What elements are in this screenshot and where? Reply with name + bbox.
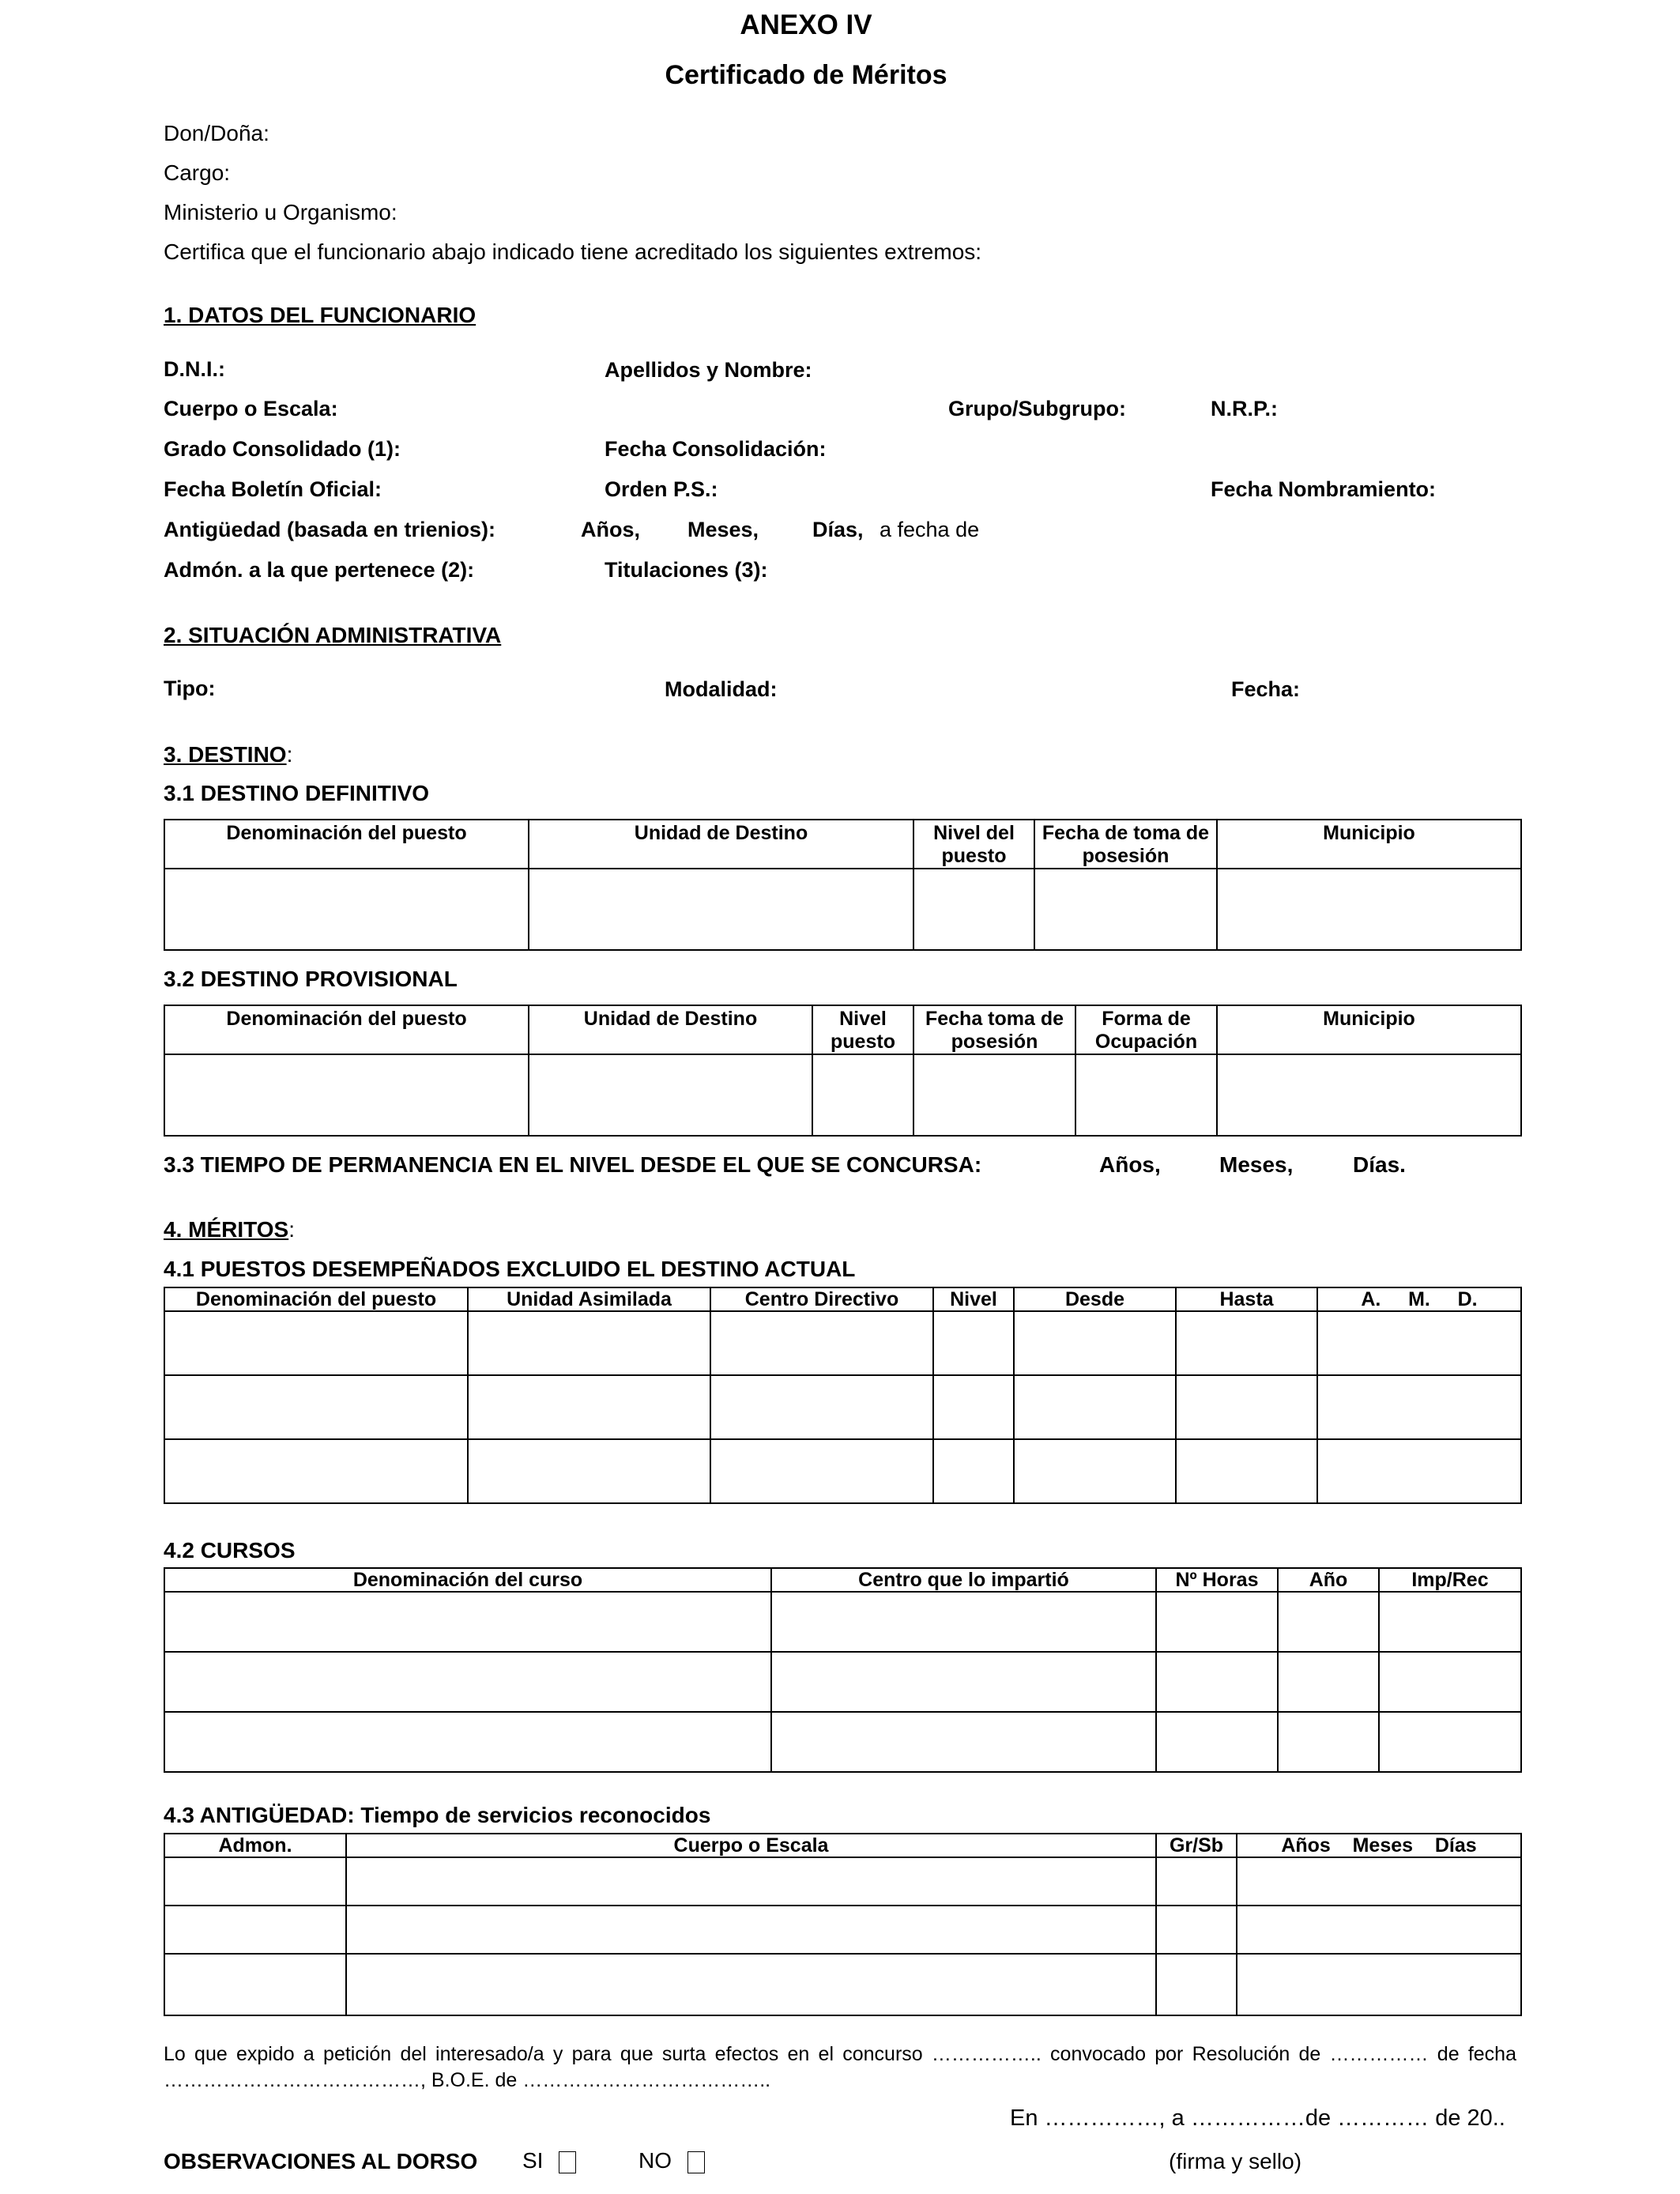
table-cell[interactable] bbox=[1176, 1311, 1317, 1375]
si-label: SI bbox=[522, 2148, 544, 2173]
orden-ps-label: Orden P.S.: bbox=[605, 477, 718, 501]
antiguedad-meses: Meses, bbox=[687, 518, 759, 541]
table-header-cell: Admon. bbox=[164, 1834, 346, 1857]
observaciones-no-option[interactable] bbox=[638, 2148, 705, 2173]
cursos-title: 4.2 CURSOS bbox=[164, 1538, 296, 1563]
observaciones-si-option[interactable] bbox=[522, 2148, 576, 2173]
table-cell[interactable] bbox=[1217, 1054, 1521, 1136]
table-cell[interactable] bbox=[164, 1712, 771, 1772]
table-cell[interactable] bbox=[771, 1712, 1156, 1772]
permanencia-label: 3.3 TIEMPO DE PERMANENCIA EN EL NIVEL DESDE EL QUE SE CONCURSA: bbox=[164, 1152, 982, 1177]
table-row bbox=[164, 1375, 1521, 1439]
table-cell[interactable] bbox=[1317, 1311, 1521, 1375]
table-cell[interactable] bbox=[164, 1311, 468, 1375]
section2-title: 2. SITUACIÓN ADMINISTRATIVA bbox=[164, 623, 502, 647]
table-cell[interactable] bbox=[1014, 1311, 1176, 1375]
table-cell[interactable] bbox=[771, 1652, 1156, 1712]
table-header-cell: Años Meses Días bbox=[1237, 1834, 1521, 1857]
a-fecha-de-label: a fecha de bbox=[880, 518, 980, 541]
table-cell[interactable] bbox=[164, 1652, 771, 1712]
permanencia-anos: Años, bbox=[1099, 1152, 1161, 1177]
section3-title-text: 3. DESTINO bbox=[164, 742, 287, 767]
destino-definitivo-table bbox=[164, 819, 1522, 951]
no-checkbox[interactable] bbox=[687, 2151, 705, 2173]
table-header-cell: Cuerpo o Escala bbox=[346, 1834, 1156, 1857]
observaciones-label: OBSERVACIONES AL DORSO bbox=[164, 2149, 478, 2173]
table-cell[interactable] bbox=[1176, 1375, 1317, 1439]
expido-line-2: …………………………………, B.O.E. de ……………………………….. bbox=[164, 2069, 771, 2091]
table-cell[interactable] bbox=[710, 1311, 933, 1375]
table-cell[interactable] bbox=[164, 1054, 529, 1136]
table-cell[interactable] bbox=[1237, 1954, 1521, 2015]
table-cell[interactable] bbox=[1156, 1712, 1278, 1772]
table-header-cell: Municipio bbox=[1217, 820, 1521, 869]
table-cell[interactable] bbox=[346, 1954, 1156, 2015]
table-cell[interactable] bbox=[164, 869, 529, 950]
table-header-cell: Unidad de Destino bbox=[529, 820, 913, 869]
antiguedad-title: 4.3 ANTIGÜEDAD: Tiempo de servicios reconocidos bbox=[164, 1803, 711, 1827]
puestos-table bbox=[164, 1287, 1522, 1504]
firma-sello-label: (firma y sello) bbox=[1169, 2149, 1302, 2173]
table-cell[interactable] bbox=[933, 1375, 1014, 1439]
table-cell[interactable] bbox=[529, 869, 913, 950]
table-row bbox=[164, 869, 1521, 950]
table-cell[interactable] bbox=[1176, 1439, 1317, 1503]
table-cell[interactable] bbox=[1379, 1652, 1521, 1712]
table-cell[interactable] bbox=[164, 1592, 771, 1652]
section1-title: 1. DATOS DEL FUNCIONARIO bbox=[164, 303, 477, 327]
table-header-cell: Nº Horas bbox=[1156, 1568, 1278, 1592]
modalidad-label: Modalidad: bbox=[665, 677, 778, 701]
table-row bbox=[164, 1592, 1521, 1652]
table-cell[interactable] bbox=[1278, 1652, 1379, 1712]
table-header-cell: Centro Directivo bbox=[710, 1287, 933, 1311]
table-cell[interactable] bbox=[164, 1857, 346, 1906]
grado-label: Grado Consolidado (1): bbox=[164, 437, 401, 461]
table-cell[interactable] bbox=[1156, 1652, 1278, 1712]
section4-colon: : bbox=[288, 1217, 295, 1242]
fecha-boletin-label: Fecha Boletín Oficial: bbox=[164, 477, 382, 501]
table-row bbox=[164, 1311, 1521, 1375]
apellidos-label: Apellidos y Nombre: bbox=[605, 358, 812, 382]
titulaciones-label: Titulaciones (3): bbox=[605, 558, 768, 582]
table-cell[interactable] bbox=[1034, 869, 1217, 950]
table-header-cell: Imp/Rec bbox=[1379, 1568, 1521, 1592]
ministerio-label: Ministerio u Organismo: bbox=[164, 200, 397, 224]
table-header-cell: Desde bbox=[1014, 1287, 1176, 1311]
table-header-cell: Hasta bbox=[1176, 1287, 1317, 1311]
table-cell[interactable] bbox=[710, 1439, 933, 1503]
antiguedad-dias: Días, bbox=[812, 518, 864, 541]
table-row bbox=[164, 1054, 1521, 1136]
table-cell[interactable] bbox=[529, 1054, 812, 1136]
table-cell[interactable] bbox=[468, 1375, 710, 1439]
table-header-cell: A. M. D. bbox=[1317, 1287, 1521, 1311]
table-cell[interactable] bbox=[468, 1311, 710, 1375]
table-cell[interactable] bbox=[346, 1906, 1156, 1954]
antiguedad-anos: Años, bbox=[581, 518, 641, 541]
table-header-cell: Centro que lo impartió bbox=[771, 1568, 1156, 1592]
fecha-consolidacion-label: Fecha Consolidación: bbox=[605, 437, 827, 461]
nrp-label: N.R.P.: bbox=[1211, 397, 1279, 420]
table-header-cell: Denominación del puesto bbox=[164, 1005, 529, 1054]
table-cell[interactable] bbox=[1156, 1906, 1237, 1954]
fecha-label: Fecha: bbox=[1231, 677, 1301, 701]
table-row bbox=[164, 1954, 1521, 2015]
cargo-label: Cargo: bbox=[164, 160, 231, 185]
lugar-fecha-line: En ……………, a ……………de ………… de 20.. bbox=[1010, 2105, 1505, 2131]
table-cell[interactable] bbox=[164, 1906, 346, 1954]
dni-label: D.N.I.: bbox=[164, 357, 225, 381]
table-header-cell: Año bbox=[1278, 1568, 1379, 1592]
table-cell[interactable] bbox=[933, 1311, 1014, 1375]
section4-title bbox=[164, 1217, 295, 1242]
table-header-cell: Fecha toma de posesión bbox=[913, 1005, 1075, 1054]
table-cell[interactable] bbox=[1075, 1054, 1217, 1136]
don-dona-label: Don/Doña: bbox=[164, 121, 269, 145]
table-header-cell: Gr/Sb bbox=[1156, 1834, 1237, 1857]
expido-line-1: Lo que expido a petición del interesado/a y para que surta efectos en el concurso …………….. convocado por Resolución de …………… de fecha bbox=[164, 2043, 1516, 2065]
table-cell[interactable] bbox=[1237, 1857, 1521, 1906]
permanencia-meses: Meses, bbox=[1219, 1152, 1294, 1177]
permanencia-dias: Días. bbox=[1353, 1152, 1406, 1177]
table-header-cell: Unidad de Destino bbox=[529, 1005, 812, 1054]
table-header-cell: Denominación del puesto bbox=[164, 1287, 468, 1311]
grupo-label: Grupo/Subgrupo: bbox=[948, 397, 1126, 420]
table-cell[interactable] bbox=[468, 1439, 710, 1503]
tipo-label: Tipo: bbox=[164, 677, 216, 700]
table-cell[interactable] bbox=[1014, 1439, 1176, 1503]
table-cell[interactable] bbox=[1317, 1375, 1521, 1439]
table-cell[interactable] bbox=[1379, 1712, 1521, 1772]
table-cell[interactable] bbox=[933, 1439, 1014, 1503]
cuerpo-label: Cuerpo o Escala: bbox=[164, 397, 338, 420]
table-header-cell: Nivel bbox=[933, 1287, 1014, 1311]
table-row bbox=[164, 1652, 1521, 1712]
cursos-table bbox=[164, 1567, 1522, 1773]
table-cell[interactable] bbox=[1278, 1712, 1379, 1772]
table-cell[interactable] bbox=[710, 1375, 933, 1439]
table-header-cell: Forma de Ocupación bbox=[1075, 1005, 1217, 1054]
antiguedad-label: Antigüedad (basada en trienios): bbox=[164, 518, 496, 541]
table-row bbox=[164, 1712, 1521, 1772]
table-cell[interactable] bbox=[164, 1954, 346, 2015]
table-cell[interactable] bbox=[913, 869, 1034, 950]
destino-provisional-title: 3.2 DESTINO PROVISIONAL bbox=[164, 967, 458, 991]
section3-colon: : bbox=[286, 742, 293, 767]
annex-title: ANEXO IV bbox=[740, 9, 872, 40]
table-row bbox=[164, 1906, 1521, 1954]
page-title: Certificado de Méritos bbox=[665, 60, 947, 90]
section3-title bbox=[164, 742, 292, 767]
table-header-cell: Nivel puesto bbox=[812, 1005, 913, 1054]
destino-provisional-table bbox=[164, 1005, 1522, 1137]
table-cell[interactable] bbox=[346, 1857, 1156, 1906]
table-cell[interactable] bbox=[1317, 1439, 1521, 1503]
table-header-cell: Municipio bbox=[1217, 1005, 1521, 1054]
destino-definitivo-title: 3.1 DESTINO DEFINITIVO bbox=[164, 781, 430, 805]
table-cell[interactable] bbox=[1156, 1954, 1237, 2015]
fecha-nombramiento-label: Fecha Nombramiento: bbox=[1211, 477, 1437, 501]
table-cell[interactable] bbox=[771, 1592, 1156, 1652]
table-cell[interactable] bbox=[913, 1054, 1075, 1136]
no-label: NO bbox=[638, 2148, 672, 2173]
table-cell[interactable] bbox=[812, 1054, 913, 1136]
si-checkbox[interactable] bbox=[559, 2151, 576, 2173]
certifica-text: Certifica que el funcionario abajo indicado tiene acreditado los siguientes extremos: bbox=[164, 239, 982, 264]
table-cell[interactable] bbox=[1237, 1906, 1521, 1954]
table-cell[interactable] bbox=[1014, 1375, 1176, 1439]
table-cell[interactable] bbox=[164, 1439, 468, 1503]
table-row bbox=[164, 1439, 1521, 1503]
table-header-cell: Unidad Asimilada bbox=[468, 1287, 710, 1311]
section4-title-text: 4. MÉRITOS bbox=[164, 1217, 289, 1242]
table-cell[interactable] bbox=[1217, 869, 1521, 950]
table-cell[interactable] bbox=[1156, 1857, 1237, 1906]
table-header-cell: Fecha de toma de posesión bbox=[1034, 820, 1217, 869]
table-cell[interactable] bbox=[1379, 1592, 1521, 1652]
table-cell[interactable] bbox=[1278, 1592, 1379, 1652]
table-header-cell: Nivel del puesto bbox=[913, 820, 1034, 869]
table-header-cell: Denominación del puesto bbox=[164, 820, 529, 869]
antiguedad-table bbox=[164, 1833, 1522, 2016]
table-cell[interactable] bbox=[164, 1375, 468, 1439]
table-cell[interactable] bbox=[1156, 1592, 1278, 1652]
table-header-cell: Denominación del curso bbox=[164, 1568, 771, 1592]
admon-label: Admón. a la que pertenece (2): bbox=[164, 558, 475, 582]
table-row bbox=[164, 1857, 1521, 1906]
puestos-title: 4.1 PUESTOS DESEMPEÑADOS EXCLUIDO EL DESTINO ACTUAL bbox=[164, 1257, 856, 1281]
